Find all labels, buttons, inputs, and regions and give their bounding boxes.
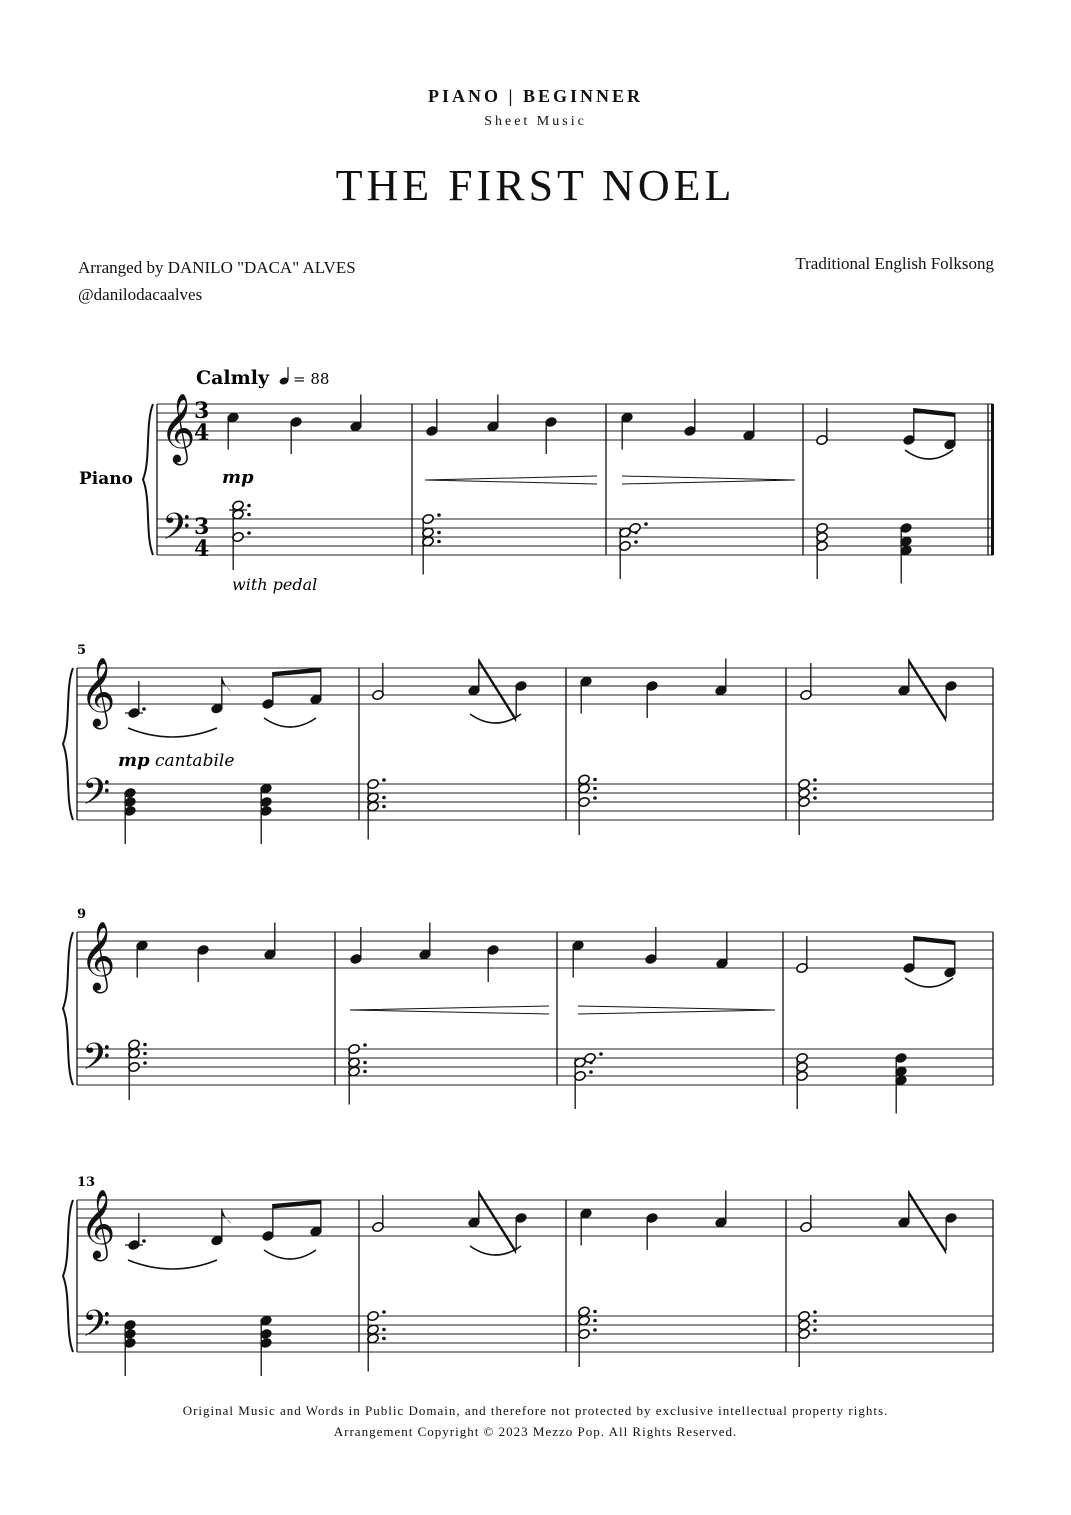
bass-clef-icon: 𝄢 bbox=[82, 1036, 111, 1087]
dot bbox=[382, 1310, 386, 1314]
pedal-text: with pedal bbox=[232, 575, 318, 594]
decrescendo-hairpin bbox=[622, 476, 795, 484]
dot bbox=[143, 1061, 147, 1065]
final-barline bbox=[991, 404, 994, 555]
dot bbox=[593, 1328, 597, 1332]
dot bbox=[382, 1328, 386, 1332]
arranger-handle: @danilodacaalves bbox=[78, 285, 203, 304]
tempo-text: Calmly bbox=[196, 367, 270, 389]
grand-staff-brace bbox=[63, 1200, 73, 1352]
dot bbox=[589, 1070, 593, 1074]
svg-text:3: 3 bbox=[194, 398, 210, 424]
slur bbox=[264, 718, 316, 727]
subtitle-label: Sheet Music bbox=[484, 114, 587, 129]
flag bbox=[222, 677, 232, 693]
dot bbox=[143, 1052, 147, 1056]
crescendo-hairpin bbox=[350, 1006, 549, 1014]
bass-clef-icon: 𝄢 bbox=[82, 771, 111, 822]
beam bbox=[273, 1200, 321, 1209]
instrument-label: Piano bbox=[79, 469, 133, 489]
arranger-name: Arranged by DANILO "DACA" ALVES bbox=[78, 258, 356, 277]
beam bbox=[914, 408, 955, 417]
dot bbox=[363, 1043, 367, 1047]
dot bbox=[593, 1310, 597, 1314]
dot bbox=[813, 778, 817, 782]
dot bbox=[247, 504, 251, 508]
dot bbox=[813, 1310, 817, 1314]
decrescendo-hairpin bbox=[578, 1006, 775, 1014]
page-title: THE FIRST NOEL bbox=[335, 161, 736, 210]
copyright-footer bbox=[0, 1400, 1071, 1442]
beam bbox=[914, 936, 955, 945]
treble-clef-icon: 𝄞 bbox=[80, 921, 116, 991]
composer-credit: Traditional English Folksong bbox=[795, 254, 994, 273]
slur bbox=[128, 728, 217, 737]
measure-number-9: 9 bbox=[77, 907, 87, 922]
dot bbox=[363, 1061, 367, 1065]
bass-clef-icon: 𝄢 bbox=[162, 506, 191, 557]
flag bbox=[222, 1209, 232, 1225]
dot bbox=[813, 1328, 817, 1332]
dot bbox=[634, 540, 638, 544]
footer-line-2: Arrangement Copyright © 2023 Mezzo Pop. All Rights Reserved. bbox=[333, 1424, 738, 1439]
treble-clef-icon: 𝄞 bbox=[160, 393, 196, 463]
tempo-quarter-note-icon bbox=[279, 367, 290, 386]
crescendo-hairpin bbox=[425, 476, 597, 484]
slur bbox=[264, 1250, 316, 1259]
dot bbox=[382, 1337, 386, 1341]
grand-staff-brace bbox=[63, 668, 73, 820]
dot bbox=[813, 796, 817, 800]
dot bbox=[593, 787, 597, 791]
dot bbox=[593, 796, 597, 800]
treble-clef-icon: 𝄞 bbox=[80, 1189, 116, 1259]
dot bbox=[599, 1052, 603, 1056]
dot bbox=[247, 531, 251, 535]
slur bbox=[128, 1260, 217, 1269]
dot bbox=[382, 778, 386, 782]
measure-number-5: 5 bbox=[77, 643, 87, 658]
dot bbox=[143, 1043, 147, 1047]
expression-cantabile: cantabile bbox=[155, 751, 235, 771]
treble-clef-icon: 𝄞 bbox=[80, 657, 116, 727]
dot bbox=[382, 805, 386, 809]
tempo-value: = 88 bbox=[293, 370, 330, 388]
dot bbox=[142, 1239, 146, 1243]
dot bbox=[813, 1319, 817, 1323]
dot bbox=[437, 531, 441, 535]
measure-number-13: 13 bbox=[77, 1175, 96, 1190]
dot bbox=[363, 1070, 367, 1074]
svg-text:4: 4 bbox=[194, 536, 210, 562]
svg-text:3: 3 bbox=[194, 514, 210, 540]
slur bbox=[905, 450, 953, 459]
dot bbox=[593, 778, 597, 782]
dynamic-mp-cantabile: mp bbox=[118, 750, 150, 771]
dot bbox=[644, 522, 648, 526]
dot bbox=[813, 787, 817, 791]
dot bbox=[593, 1319, 597, 1323]
beam bbox=[273, 668, 321, 677]
grand-staff-brace bbox=[143, 404, 153, 555]
dynamic-mp: mp bbox=[222, 467, 254, 488]
bass-clef-icon: 𝄢 bbox=[82, 1303, 111, 1354]
grand-staff-brace bbox=[63, 932, 73, 1085]
dot bbox=[247, 513, 251, 517]
svg-text:4: 4 bbox=[194, 420, 210, 446]
dot bbox=[142, 707, 146, 711]
dot bbox=[382, 796, 386, 800]
dot bbox=[437, 513, 441, 517]
slur bbox=[905, 978, 953, 987]
dot bbox=[437, 540, 441, 544]
footer-line-1: Original Music and Words in Public Domain, and therefore not protected by exclusive intellectual property rights. bbox=[182, 1403, 889, 1418]
category-label: PIANO | BEGINNER bbox=[428, 86, 643, 106]
